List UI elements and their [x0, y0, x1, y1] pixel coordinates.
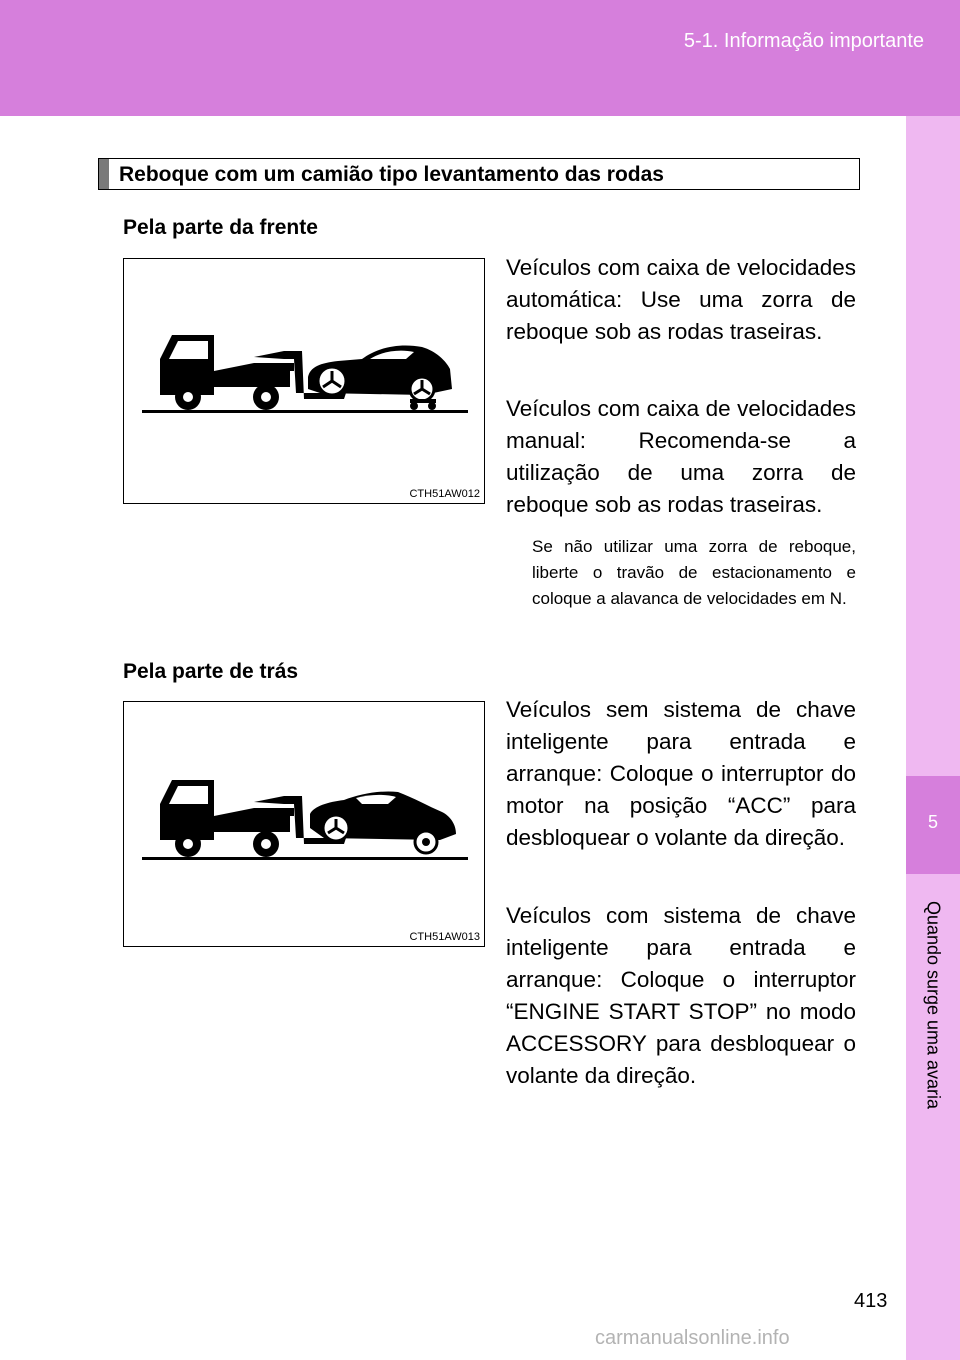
tow-truck-front-illustration [124, 259, 484, 503]
page-number: 413 [854, 1290, 888, 1312]
rear-paragraph-no-smart-key: Veículos sem sistema de chave inteligente para entrada e arranque: Coloque o interruptor do motor na posição “ACC” para desbloquear o volante da direção. [506, 697, 856, 850]
section-heading-text: Reboque com um camião tipo levantamento das rodas [119, 163, 664, 186]
section-label: 5-1. Informação importante [683, 30, 924, 52]
watermark: carmanualsonline.info [595, 1327, 790, 1349]
figure-code: CTH51AW012 [409, 488, 480, 500]
front-paragraph-manual: Veículos com caixa de velocidades manual: Recomenda-se a utilização de uma zorra de reboque sob as rodas traseiras. [506, 396, 856, 517]
rear-paragraph-smart-key: Veículos com sistema de chave inteligente para entrada e arranque: Coloque o interruptor “ENGINE START STOP” no modo ACCESSORY para desbloquear o volante da direção. [506, 903, 856, 1088]
tow-truck-rear-illustration [124, 702, 484, 946]
front-note: Se não utilizar uma zorra de reboque, liberte o travão de estacionamento e coloque a alavanca de velocidades em N. [532, 537, 856, 608]
side-tab-title: Quando surge uma avaria [923, 900, 944, 1110]
heading-accent-bar [99, 159, 109, 189]
front-subheading: Pela parte da frente [123, 216, 318, 239]
section-heading [98, 158, 860, 190]
front-paragraph-automatic: Veículos com caixa de velocidades automática: Use uma zorra de reboque sob as rodas traseiras. [506, 255, 856, 344]
front-tow-figure [123, 258, 485, 504]
figure-code: CTH51AW013 [409, 931, 480, 943]
header-band [0, 0, 960, 116]
side-tab-number: 5 [927, 812, 938, 832]
side-tab [906, 116, 960, 1360]
rear-subheading: Pela parte de trás [123, 660, 299, 683]
rear-tow-figure [123, 701, 485, 947]
